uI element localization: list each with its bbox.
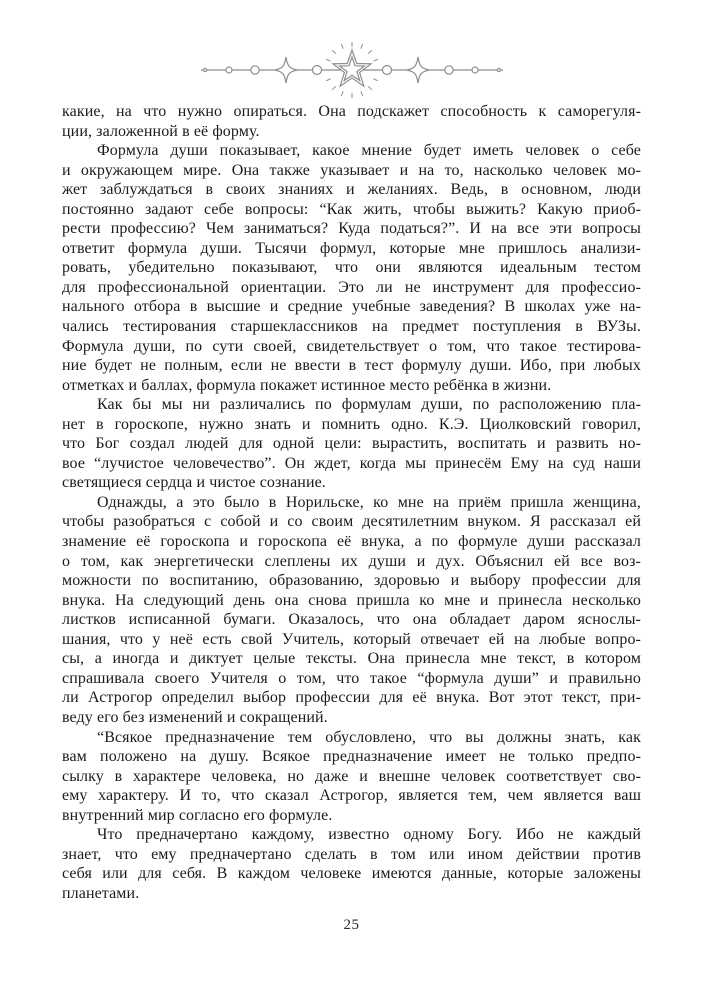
paragraph bbox=[62, 102, 641, 141]
page-text bbox=[62, 102, 641, 903]
text-line: спрашивала своего Учителя о том, что такое “формула души” и правильно bbox=[62, 669, 641, 687]
text-line: чались тестирования старшеклассников на предмет поступления в ВУЗы. bbox=[62, 318, 641, 336]
text-line: знает, что ему предначертано сделать в том или ином действии против bbox=[62, 845, 641, 863]
text-line: знамение её гороскопа и гороскопа её внука, а по формуле души рассказал bbox=[62, 533, 641, 551]
text-line: планетами. bbox=[62, 884, 140, 902]
text-line: нального отбора в высшие и средние учебные заведения? В школах уже на- bbox=[62, 298, 641, 316]
text-line: листков исписанной бумаги. Оказалось, что она обладает даром яснослы- bbox=[62, 611, 641, 629]
paragraph bbox=[62, 825, 641, 903]
text-line: ции, заложенной в её форму. bbox=[62, 122, 260, 140]
paragraph bbox=[62, 493, 641, 728]
text-line: для профессиональной ориентации. Это ли не инструмент для профессио- bbox=[62, 278, 641, 296]
text-line: внука. На следующий день она снова пришла ко мне и принесла несколько bbox=[62, 591, 641, 609]
text-line: какие, на что нужно опираться. Она подскажет способность к саморегуля- bbox=[62, 103, 641, 120]
text-line: сы, а иногда и диктует целые тексты. Она принесла мне текст, в котором bbox=[62, 650, 641, 668]
page-number: 25 bbox=[343, 917, 360, 933]
text-line: что Бог создал людей для одной цели: вырастить, воспитать и развить но- bbox=[62, 435, 641, 453]
text-line: Как бы мы ни различались по формулам души, по расположению пла- bbox=[97, 396, 641, 414]
text-line: нет в гороскопе, нужно знать и помнить одно. К.Э. Циолковский говорил, bbox=[62, 415, 641, 433]
text-line: Формула души, по сути своей, свидетельствует о том, что такое тестирова- bbox=[62, 337, 641, 355]
text-line: светящиеся сердца и чистое сознание. bbox=[62, 474, 326, 492]
text-line: шания, что у неё есть свой Учитель, который отвечает ей на любые вопро- bbox=[62, 630, 641, 648]
text-line: ответит формула души. Тысячи формул, которые мне пришлось анализи- bbox=[62, 239, 641, 257]
text-line: Формула души показывает, какое мнение будет иметь человек о себе bbox=[97, 142, 641, 160]
star-divider-icon bbox=[197, 42, 507, 100]
text-line: ние будет не полным, если не ввести в тест формулу души. Ибо, при любых bbox=[62, 357, 641, 375]
paragraph bbox=[62, 141, 641, 395]
paragraph bbox=[62, 395, 641, 493]
paragraph bbox=[62, 728, 641, 826]
text-line: отметках и баллах, формула покажет истинное место ребёнка в жизни. bbox=[62, 376, 552, 394]
text-line: вое “лучистое человечество”. Он ждет, когда мы принесём Ему на суд наши bbox=[62, 454, 641, 472]
text-line: вам положено на душу. Всякое предназначение имеет не только предпо- bbox=[62, 748, 641, 766]
text-line: можности по воспитанию, образованию, здоровью и выбору профессии для bbox=[62, 572, 641, 590]
text-line: Однажды, а это было в Норильске, ко мне на приём пришла женщина, bbox=[97, 493, 641, 511]
text-line: чтобы разобраться с собой и со своим десятилетним внуком. Я рассказал ей bbox=[62, 513, 641, 531]
text-line: ровать, убедительно показывают, что они являются идеальным тестом bbox=[62, 259, 641, 277]
text-line: и окружающем мире. Она также указывает и на то, насколько человек мо- bbox=[62, 161, 641, 179]
text-line: постоянно задают себе вопросы: “Как жить, чтобы выжить? Какую приоб- bbox=[62, 200, 641, 218]
text-line: жет заблуждаться в своих знаниях и желаниях. Ведь, в основном, люди bbox=[62, 181, 641, 199]
text-line: “Всякое предназначение тем обусловлено, что вы должны знать, как bbox=[97, 728, 641, 746]
text-line: себя или для себя. В каждом человеке имеются данные, которые заложены bbox=[62, 865, 641, 883]
text-line: сылку в характере человека, но даже и внешне человек соответствует сво- bbox=[62, 767, 641, 785]
text-line: ли Астрогор определил выбор профессии для её внука. Вот этот текст, при- bbox=[62, 689, 641, 707]
text-line: рести профессию? Чем заниматься? Куда податься?”. И на все эти вопросы bbox=[62, 220, 641, 238]
star-ornament bbox=[0, 42, 703, 100]
text-line: ему характеру. И то, что сказал Астрогор, является тем, чем является ваш bbox=[62, 787, 641, 805]
text-line: Что предначертано каждому, известно одному Богу. Ибо не каждый bbox=[97, 826, 641, 844]
text-line: о том, как энергетически слеплены их души и дух. Объяснил ей все воз- bbox=[62, 552, 641, 570]
text-line: внутренний мир согласно его формуле. bbox=[62, 806, 333, 824]
text-line: веду его без изменений и сокращений. bbox=[62, 708, 328, 726]
